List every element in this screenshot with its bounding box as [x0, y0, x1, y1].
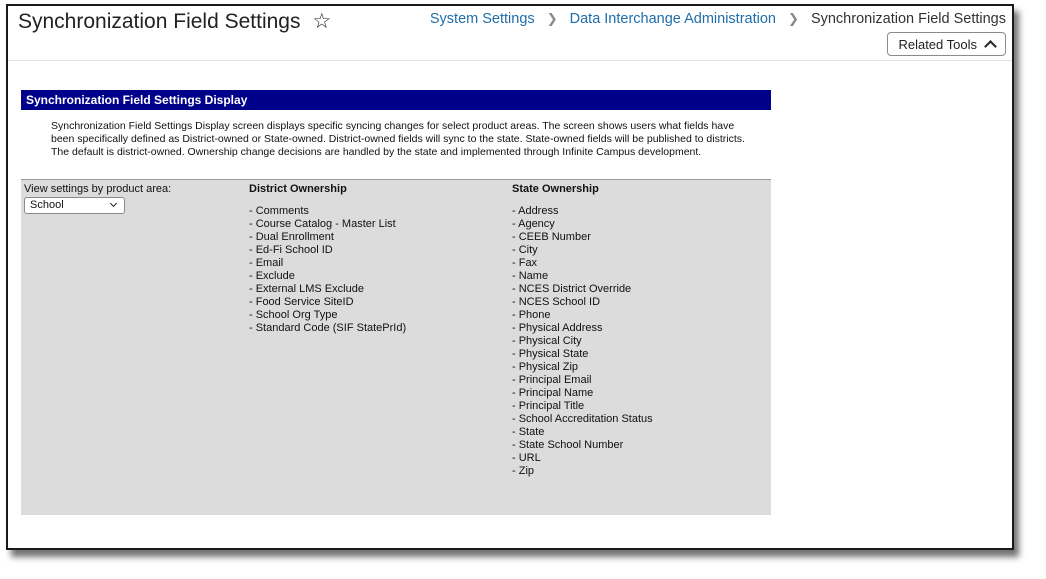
product-area-label: View settings by product area:	[24, 183, 172, 195]
district-field-item: - Email	[249, 257, 284, 269]
district-field-item: - Course Catalog - Master List	[249, 218, 396, 230]
sync-settings-panel	[21, 90, 771, 515]
state-ownership-column	[512, 183, 653, 478]
chevron-right-icon: ❯	[788, 11, 799, 26]
state-field-item: - School Accreditation Status	[512, 413, 653, 425]
state-field-item: - NCES District Override	[512, 283, 632, 295]
breadcrumb	[430, 11, 1006, 27]
state-field-item: - City	[512, 244, 538, 256]
panel-description: Synchronization Field Settings Display screen displays specific syncing changes for select product areas. The screen shows users what fields have been specifically defined as District-owned or State-owned. District-owned fields will sync to the state. State-owned fields will be published to districts. The default is district-owned. Ownership change decisions are handled by the state and implemented through Infinite Campus development.	[51, 120, 745, 158]
district-field-item: - Ed-Fi School ID	[249, 244, 333, 256]
related-tools-label: Related Tools	[898, 36, 977, 52]
app-window	[6, 4, 1014, 550]
page-title-text: Synchronization Field Settings	[18, 10, 301, 33]
state-field-item: - Physical State	[512, 348, 589, 360]
chevron-down-icon	[110, 200, 117, 207]
state-field-item: - Zip	[512, 465, 534, 477]
product-area-select[interactable]	[24, 197, 125, 214]
product-area-selected: School	[30, 199, 64, 211]
chevron-right-icon: ❯	[546, 11, 558, 26]
state-ownership-title: State Ownership	[512, 183, 599, 195]
panel-header: Synchronization Field Settings Display	[21, 90, 771, 110]
district-field-item: - Dual Enrollment	[249, 231, 334, 243]
district-field-item: - Exclude	[249, 270, 295, 282]
district-field-item: - Standard Code (SIF StatePrId)	[249, 322, 407, 334]
breadcrumb-current: Synchronization Field Settings	[810, 11, 1006, 27]
state-field-item: - Agency	[512, 218, 555, 230]
district-field-item: - External LMS Exclude	[249, 283, 364, 295]
page-title	[18, 9, 331, 34]
state-field-item: - URL	[512, 452, 541, 464]
related-tools-button[interactable]	[887, 32, 1006, 56]
star-icon[interactable]: ☆	[312, 10, 332, 33]
district-ownership-column	[249, 183, 406, 335]
state-field-item: - Phone	[512, 309, 551, 321]
breadcrumb-data-interchange-administration[interactable]: Data Interchange Administration	[569, 11, 776, 27]
state-field-item: - State	[512, 426, 545, 438]
state-field-item: - Name	[512, 270, 549, 282]
breadcrumb-system-settings[interactable]: System Settings	[429, 11, 535, 27]
state-field-item: - CEEB Number	[512, 231, 591, 243]
state-field-item: - State School Number	[512, 439, 624, 451]
district-field-item: - School Org Type	[249, 309, 338, 321]
page-header	[8, 6, 1012, 61]
chevron-up-icon	[984, 40, 997, 53]
district-ownership-title: District Ownership	[249, 183, 347, 195]
settings-area	[21, 179, 771, 515]
state-field-item: - NCES School ID	[512, 296, 601, 308]
state-field-item: - Principal Email	[512, 374, 592, 386]
state-field-item: - Address	[512, 205, 559, 217]
state-field-item: - Principal Name	[512, 387, 594, 399]
state-field-item: - Physical City	[512, 335, 582, 347]
state-field-item: - Principal Title	[512, 400, 585, 412]
district-field-item: - Comments	[249, 205, 309, 217]
state-field-item: - Physical Zip	[512, 361, 579, 373]
district-field-item: - Food Service SiteID	[249, 296, 354, 308]
state-field-item: - Physical Address	[512, 322, 603, 334]
state-field-item: - Fax	[512, 257, 538, 269]
